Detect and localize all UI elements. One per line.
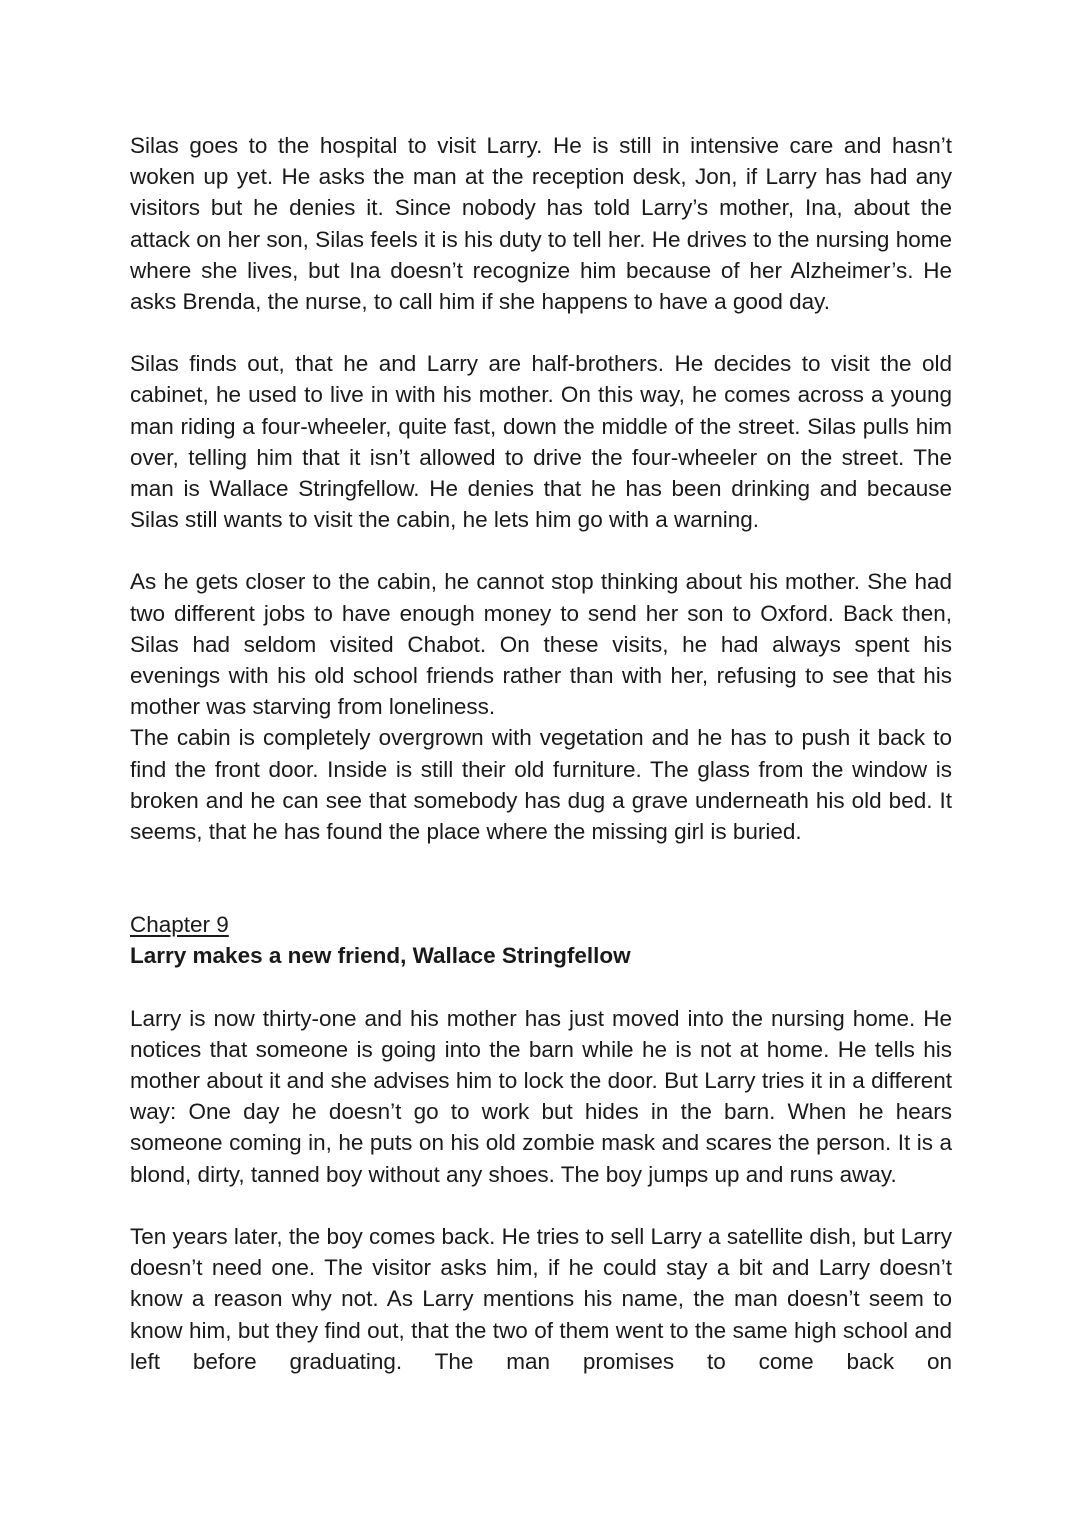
paragraph-barn-intruder: Larry is now thirty-one and his mother has just moved into the nursing home. He notices that someone is going into the barn while he is not at home. He tells his mother about it and she advises him to lock the door. But Larry tries it in a different way: One day he doesn’t go to work but hides in the barn. When he hears someone coming in, he puts on his old zombie mask and scares the person. It is a blond, dirty, tanned boy without any shoes. The boy jumps up and runs away. [130, 1005, 952, 1187]
chapter-title: Larry makes a new friend, Wallace Stringfellow [130, 943, 631, 969]
paragraph-mother-memories: As he gets closer to the cabin, he cannot stop thinking about his mother. She had two different jobs to have enough money to send her son to Oxford. Back then, Silas had seldom visited Chabot. On these visits, he had always spent his evenings with his old school friends rather than with her, refusing to see that his mother was starving from loneliness. [130, 569, 952, 720]
chapter-label: Chapter 9 [130, 912, 229, 938]
document-page [130, 130, 952, 1377]
paragraph-ten-years-later: Ten years later, the boy comes back. He tries to sell Larry a satellite dish, but Larry doesn’t need one. The visitor asks him, if he could stay a bit and Larry doesn’t know a reason why not. As Larry mentions his name, the man doesn’t seem to know him, but they find out, that the two of them went to the same high school and left before graduating. The man promises to come back on [130, 1223, 952, 1374]
section-spacer [130, 847, 952, 909]
paragraph-cabin-grave: The cabin is completely overgrown with vegetation and he has to push it back to find the front door. Inside is still their old furniture. The glass from the window is broken and he can see that somebody has dug a grave underneath his old bed. It seems, that he has found the place where the missing girl is buried. [130, 725, 952, 845]
paragraph-spacer [130, 535, 952, 566]
paragraph-spacer [130, 1190, 952, 1221]
paragraph-spacer [130, 972, 952, 1003]
paragraph-hospital-visit: Silas goes to the hospital to visit Larry. He is still in intensive care and hasn’t woken up yet. He asks the man at the reception desk, Jon, if Larry has had any visitors but he denies it. Since nobody has told Larry’s mother, Ina, about the attack on her son, Silas feels it is his duty to tell her. He drives to the nursing home where she lives, but Ina doesn’t recognize him because of her Alzheimer’s. He asks Brenda, the nurse, to call him if she happens to have a good day. [130, 133, 952, 315]
paragraph-spacer [130, 317, 952, 348]
paragraph-half-brothers: Silas finds out, that he and Larry are half-brothers. He decides to visit the old cabinet, he used to live in with his mother. On this way, he comes across a young man riding a four-wheeler, quite fast, down the middle of the street. Silas pulls him over, telling him that it isn’t allowed to drive the four-wheeler on the street. The man is Wallace Stringfellow. He denies that he has been drinking and because Silas still wants to visit the cabin, he lets him go with a warning. [130, 351, 952, 533]
